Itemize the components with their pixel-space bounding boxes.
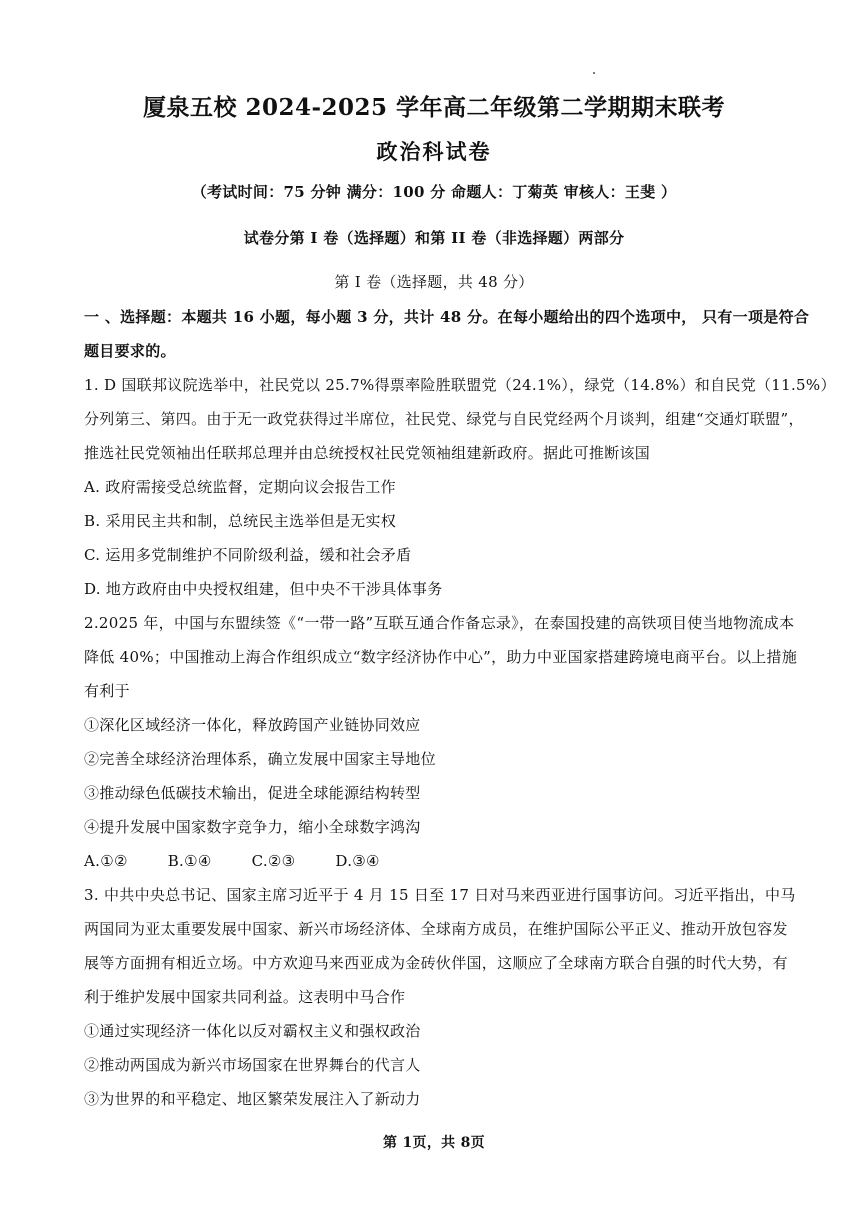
exam-title: 厦泉五校 2024-2025 学年高二年级第二学期期末联考 (142, 94, 726, 121)
q1-option-a: A. 政府需接受总统监督，定期向议会报告工作 (84, 478, 396, 496)
q1-option-b: B. 采用民主共和制，总统民主选举但是无实权 (84, 512, 397, 530)
q2-statement-1: ①深化区域经济一体化，释放跨国产业链协同效应 (84, 716, 421, 734)
q2-option-b: B.①④ (167, 852, 212, 870)
exam-subtitle: 政治科试卷 (376, 139, 492, 164)
q2-stem-line-1: 2.2025 年，中国与东盟续签《“一带一路”互联互通合作备忘录》，在泰国投建的高铁项目使当地物流成本 (84, 614, 795, 632)
q3-stem-line-3: 展等方面拥有相近立场。中方欢迎马来西亚成为金砖伙伴国，这顺应了全球南方联合自强的时代大势，有 (84, 954, 788, 972)
q1-stem-line-3: 推选社民党领袖出任联邦总理并由总统授权社民党领袖组建新政府。据此可推断该国 (84, 444, 651, 462)
q1-option-c: C. 运用多党制维护不同阶级利益，缓和社会矛盾 (84, 546, 412, 564)
q2-option-c: C.②③ (251, 852, 296, 870)
q3-statement-1: ①通过实现经济一体化以反对霸权主义和强权政治 (84, 1022, 421, 1040)
q2-statement-2: ②完善全球经济治理体系，确立发展中国家主导地位 (84, 750, 436, 768)
q2-option-d: D.③④ (335, 852, 380, 870)
page-footer: 第 1页，共 8页 (383, 1135, 485, 1151)
q1-stem-line-2: 分列第三、第四。由于无一政党获得过半席位，社民党、绿党与自民党经两个月谈判，组建“交通灯联盟”， (84, 410, 804, 428)
q1-option-d: D. 地方政府由中央授权组建，但中央不干涉具体事务 (84, 580, 443, 598)
section-title: 第 I 卷（选择题，共 48 分） (334, 273, 534, 291)
exam-info: （考试时间：75 分钟 满分：100 分 命题人：丁菊英 审核人：王斐 ） (191, 183, 677, 201)
q3-statement-3: ③为世界的和平稳定、地区繁荣发展注入了新动力 (84, 1090, 421, 1108)
q2-statement-3: ③推动绿色低碳技术输出，促进全球能源结构转型 (84, 784, 421, 802)
q2-options (84, 851, 420, 871)
q1-stem-line-1: 1. D 国联邦议院选举中，社民党以 25.7%得票率险胜联盟党（24.1%），绿党（14.8%）和自民党（11.5%） (84, 376, 836, 394)
q3-statement-2: ②推动两国成为新兴市场国家在世界舞台的代言人 (84, 1056, 421, 1074)
q3-stem-line-4: 利于维护发展中国家共同利益。这表明中马合作 (84, 988, 406, 1006)
instructions-line-1: 一 、选择题：本题共 16 小题，每小题 3 分，共计 48 分。在每小题给出的四个选项中， 只有一项是符合 (84, 308, 810, 326)
parts-note: 试卷分第 I 卷（选择题）和第 II 卷（非选择题）两部分 (243, 229, 625, 247)
q2-statement-4: ④提升发展中国家数字竞争力，缩小全球数字鸿沟 (84, 818, 421, 836)
q2-stem-line-3: 有利于 (84, 682, 130, 700)
scan-speck (593, 72, 595, 74)
q2-option-a: A.①② (84, 852, 128, 870)
q3-stem-line-1: 3. 中共中央总书记、国家主席习近平于 4 月 15 日至 17 日对马来西亚进行国事访问。习近平指出，中马 (84, 886, 796, 904)
q3-stem-line-2: 两国同为亚太重要发展中国家、新兴市场经济体、全球南方成员，在维护国际公平正义、推动开放包容发 (84, 920, 788, 938)
instructions-line-2: 题目要求的。 (84, 342, 176, 360)
q2-stem-line-2: 降低 40%；中国推动上海合作组织成立“数字经济协作中心”，助力中亚国家搭建跨境电商平台。以上措施 (84, 648, 798, 666)
